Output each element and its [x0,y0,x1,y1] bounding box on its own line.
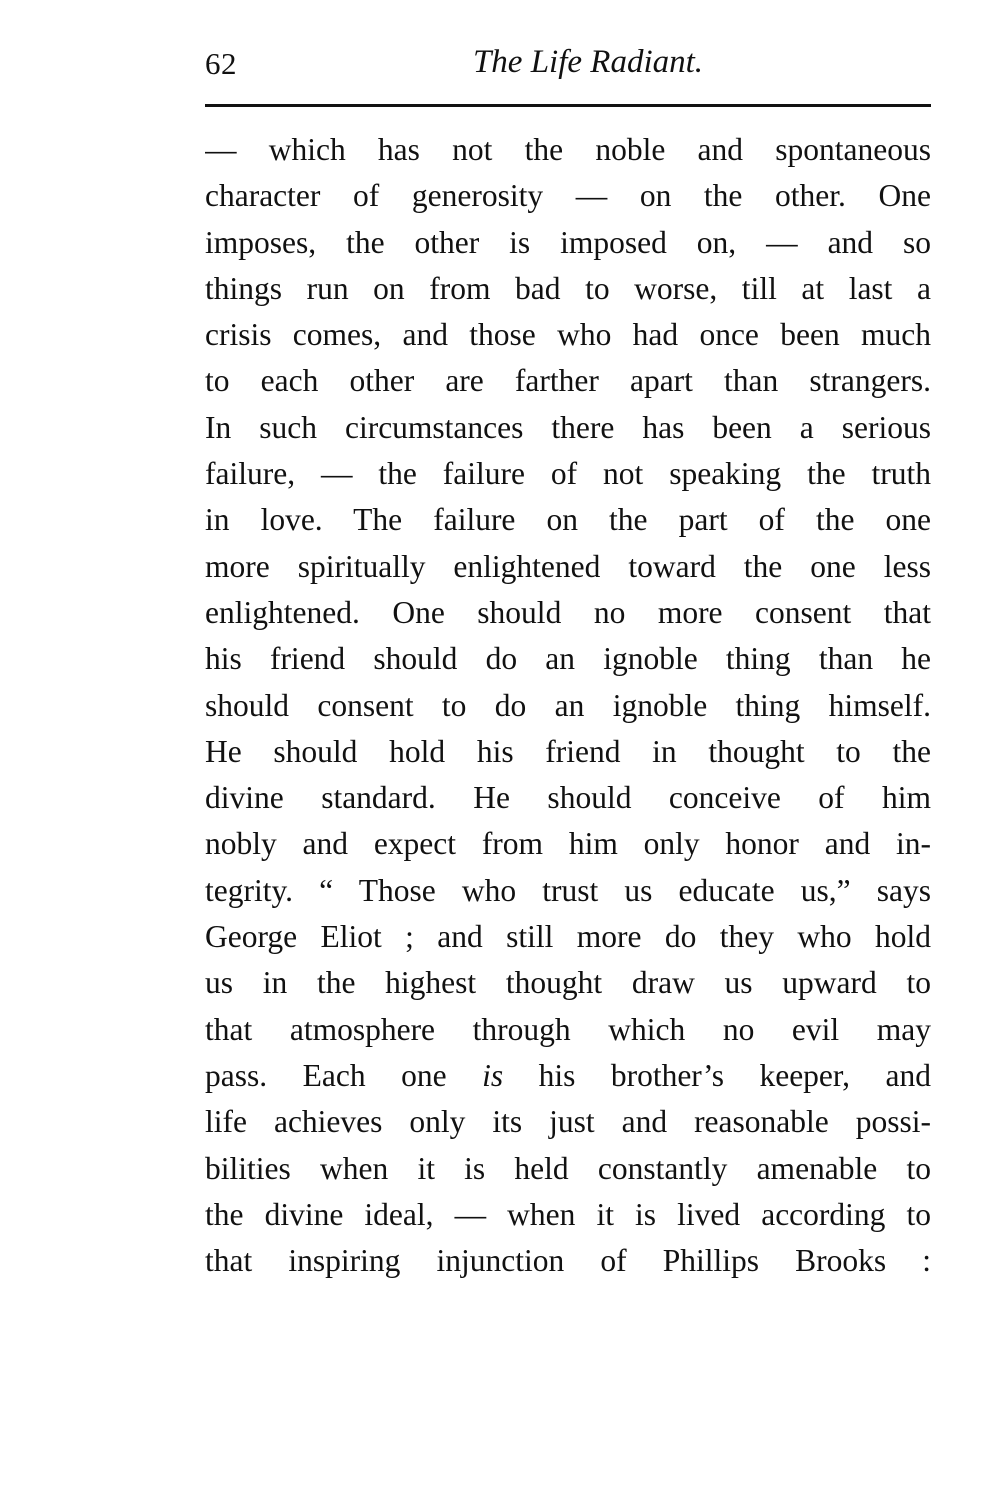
text-line: us in the highest thought draw us upward to [205,965,931,1001]
text-line: should consent to do an ignoble thing himself. [205,687,931,723]
text-line: character of generosity — on the other. One [205,178,931,214]
text-line: life achieves only its just and reasonable possi- [205,1104,931,1140]
page-number: 62 [205,46,237,81]
text-line: nobly and expect from him only honor and in- [205,826,931,862]
text-line: to each other are farther apart than strangers. [205,363,931,399]
text-line: that atmosphere through which no evil may [205,1011,931,1047]
text-line: George Eliot ; and still more do they who hold [205,919,931,955]
text-line [205,1053,931,1099]
text-line-before: pass. Each one [205,1057,483,1093]
italic-word: is [482,1057,504,1093]
text-line: in love. The failure on the part of the one [205,502,931,538]
text-line: the divine ideal, — when it is lived according to [205,1196,931,1232]
header-rule [205,104,931,107]
text-line: — which has not the noble and spontaneous [205,132,931,167]
text-line: that inspiring injunction of Phillips Brooks : [205,1243,931,1279]
body-text [205,127,931,1284]
text-line: failure, — the failure of not speaking the truth [205,456,931,492]
text-line: bilities when it is held constantly amenable to [205,1150,931,1186]
text-line: enlightened. One should no more consent that [205,594,931,630]
text-line: more spiritually enlightened toward the one less [205,548,931,584]
text-line: He should hold his friend in thought to the [205,733,931,769]
text-line: In such circumstances there has been a serious [205,409,931,445]
text-line: tegrity. “ Those who trust us educate us,” says [205,872,931,908]
text-line-after: his brother’s keeper, and [503,1057,931,1093]
text-line: his friend should do an ignoble thing than he [205,641,931,677]
text-line: crisis comes, and those who had once been much [205,317,931,353]
running-head [205,42,931,92]
text-line: things run on from bad to worse, till at last a [205,270,931,306]
text-line: divine standard. He should conceive of him [205,780,931,816]
running-title: The Life Radiant. [472,44,704,80]
text-line: imposes, the other is imposed on, — and so [205,224,931,260]
